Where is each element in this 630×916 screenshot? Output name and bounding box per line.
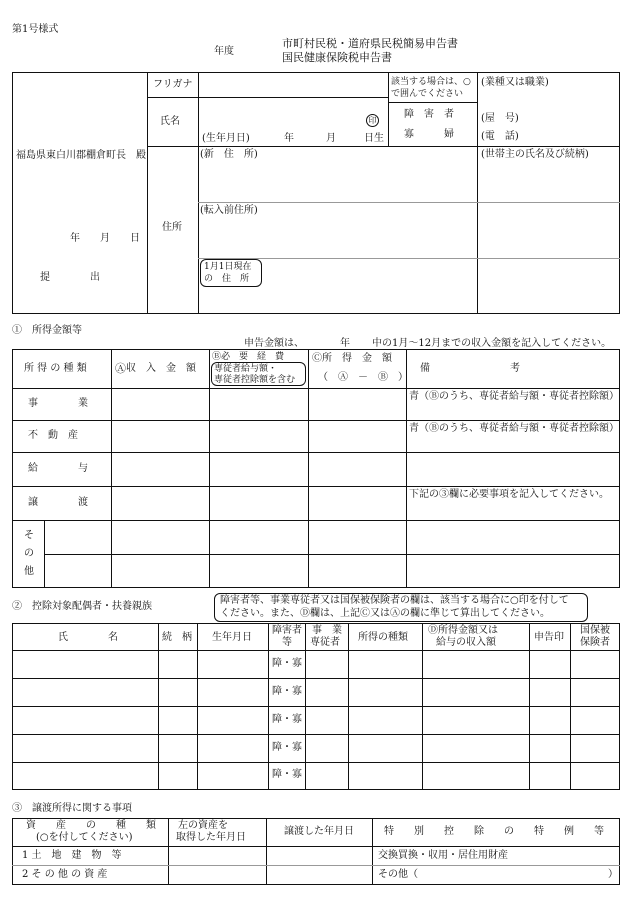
previous-address-label: (転入前住所) xyxy=(200,205,258,216)
fiscal-year-label: 年度 xyxy=(214,46,234,57)
row-business-remark: 青（Ⓑのうち、専従者給与額・専従者控除額） xyxy=(409,391,619,402)
submission-date: 年 月 日 xyxy=(70,233,140,244)
name-field[interactable] xyxy=(200,99,360,129)
dep-employee-header-1: 事 業 xyxy=(312,625,342,636)
row-other-char-3: 他 xyxy=(24,566,34,577)
asset-row-1-label[interactable]: 1 土 地 建 物 等 xyxy=(22,850,122,861)
new-address-label: (新 住 所) xyxy=(200,149,258,160)
form-title-1: 市町村民税・道府県民税簡易申告書 xyxy=(282,37,458,50)
disabled-option[interactable]: 障 害 者 xyxy=(404,109,454,120)
dep-insured-header-2: 保険者 xyxy=(580,637,610,648)
jan1-address-2: の 住 所 xyxy=(204,274,250,284)
dep-row-3-mark[interactable]: 障・寡 xyxy=(272,714,302,725)
expenses-header-3: 専従者控除額を含む xyxy=(214,375,296,385)
address-label: 住所 xyxy=(162,222,182,233)
income-type-header: 所 得 の 種 類 xyxy=(24,363,87,374)
row-transfer-remark: 下記の③欄に必要事項を記入してください。 xyxy=(409,489,609,500)
section3-title: ③ 譲渡所得に関する事項 xyxy=(12,803,132,814)
dep-seal-header: 申告印 xyxy=(534,632,564,643)
section2-note-2: ください。また、Ⓓ欄は、上記Ⓒ又はⒶの欄に準じて算出してください。 xyxy=(220,608,550,619)
dep-row-4-mark[interactable]: 障・寡 xyxy=(272,742,302,753)
dep-birth-header: 生年月日 xyxy=(212,632,252,643)
asset-row-2-label[interactable]: 2 そ の 他 の 資 産 xyxy=(22,869,108,880)
row-salary-label: 給 与 xyxy=(28,463,88,474)
dep-d-amount-header-1: Ⓓ所得金額又は xyxy=(428,625,498,636)
row-business-label: 事 業 xyxy=(28,398,88,409)
furigana-field[interactable] xyxy=(200,74,386,96)
birth-month: 月 xyxy=(326,133,336,144)
section1-note: 申告金額は、 年 中の1月～12月までの収入金額を記入してください。 xyxy=(244,338,612,349)
special-header: 特 別 控 除 の 特 例 等 xyxy=(384,826,604,837)
form-number: 第1号様式 xyxy=(12,24,59,35)
shop-name-label: (屋 号) xyxy=(481,113,519,124)
applicable-note-2: で囲んでください xyxy=(391,89,464,99)
asset-type-header-2: (○を付してください) xyxy=(36,832,133,843)
income-table xyxy=(12,349,620,588)
dep-name-header: 氏 名 xyxy=(58,632,118,643)
form-title-2: 国民健康保険税申告書 xyxy=(282,51,392,64)
seal-mark: 印 xyxy=(366,114,379,127)
row-realestate-remark: 青（Ⓑのうち、専従者給与額・専従者控除額） xyxy=(409,423,619,434)
dep-disabled-header-1: 障害者 xyxy=(272,625,302,636)
birth-day: 日生 xyxy=(364,133,384,144)
dep-disabled-header-2: 等 xyxy=(282,637,292,648)
row-realestate-label: 不 動 産 xyxy=(28,430,78,441)
remarks-header: 備 考 xyxy=(420,363,520,374)
earnings-header: Ⓒ所 得 金 額 xyxy=(312,353,392,364)
expenses-header: Ⓑ必 要 経 費 xyxy=(212,352,285,362)
asset-type-header-1: 資 産 の 種 類 xyxy=(26,820,156,831)
earnings-formula: （ Ⓐ － Ⓑ ） xyxy=(318,372,408,383)
applicable-note-1: 該当する場合は、○ xyxy=(391,77,471,87)
furigana-label: フリガナ xyxy=(153,79,193,90)
household-head-label: (世帯主の氏名及び続柄) xyxy=(481,149,589,160)
phone-label: (電 話) xyxy=(481,131,519,142)
dep-row-2-mark[interactable]: 障・寡 xyxy=(272,686,302,697)
row-other-char-1: そ xyxy=(24,530,34,541)
expenses-header-2: 専従者給与額・ xyxy=(214,364,278,374)
widow-option[interactable]: 寡 婦 xyxy=(404,129,454,140)
dep-employee-header-2: 専従者 xyxy=(310,637,340,648)
dep-row-1-mark[interactable]: 障・寡 xyxy=(272,658,302,669)
dep-relation-header: 続 柄 xyxy=(162,632,192,643)
recipient-label: 福島県東白川郡棚倉町長 殿 xyxy=(16,150,146,161)
name-label: 氏名 xyxy=(160,116,180,127)
income-amount-header: Ⓐ収 入 金 額 xyxy=(115,362,196,375)
dep-insured-header-1: 国保被 xyxy=(580,625,610,636)
asset-row-2-special[interactable]: その他（ ） xyxy=(378,869,618,880)
dep-income-type-header: 所得の種類 xyxy=(358,632,408,643)
dep-d-amount-header-2: 給与の収入額 xyxy=(436,637,496,648)
birth-label: (生年月日) xyxy=(202,133,250,144)
transferred-header: 譲渡した年月日 xyxy=(284,826,354,837)
section2-note-1: 障害者等、事業専従者又は国保被保険者の欄は、該当する場合に○印を付して xyxy=(220,595,569,606)
acquired-header-2: 取得した年月日 xyxy=(176,832,246,843)
row-transfer-label: 譲 渡 xyxy=(28,497,88,508)
dep-row-5-mark[interactable]: 障・寡 xyxy=(272,769,302,780)
birth-year: 年 xyxy=(284,133,294,144)
section1-title: ① 所得金額等 xyxy=(12,325,82,336)
acquired-header-1: 左の資産を xyxy=(178,820,228,831)
jan1-address-1: 1月1日現在 xyxy=(204,262,252,272)
submit-label: 提 出 xyxy=(40,272,100,283)
asset-row-1-special[interactable]: 交換買換・収用・居住用財産 xyxy=(378,850,508,861)
section2-title: ② 控除対象配偶者・扶養親族 xyxy=(12,601,152,612)
row-other-char-2: の xyxy=(24,548,34,559)
occupation-label: (業種又は職業) xyxy=(481,77,549,88)
